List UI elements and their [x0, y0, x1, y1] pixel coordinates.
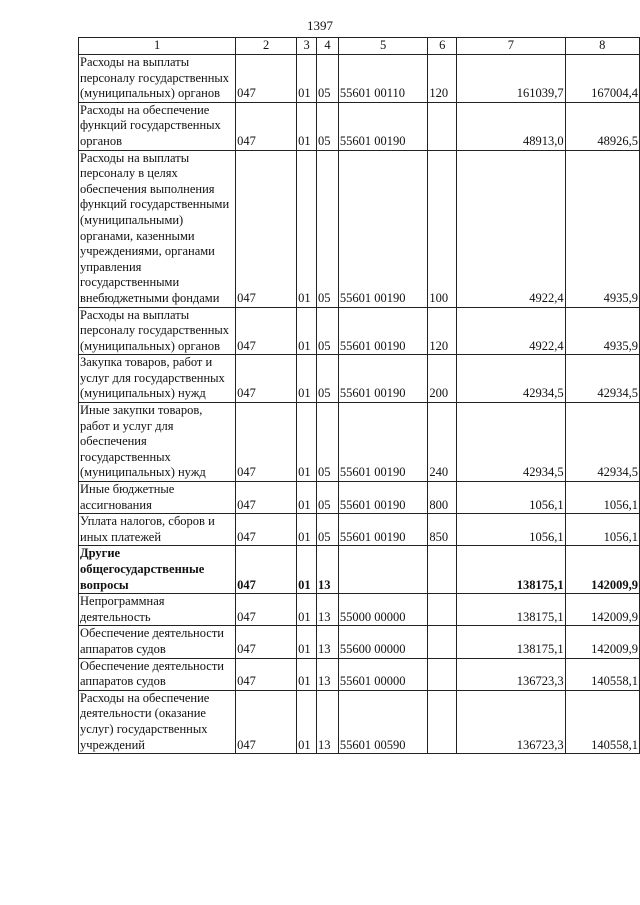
row-section: 01: [297, 594, 317, 626]
col-header-2: 2: [236, 38, 297, 55]
row-subsection: 05: [317, 150, 339, 307]
row-amount-1: 138175,1: [457, 626, 565, 658]
row-amount-1: 4922,4: [457, 307, 565, 355]
row-target-article: 55601 00190: [338, 482, 427, 514]
row-target-article: 55601 00190: [338, 355, 427, 403]
row-section: 01: [297, 690, 317, 753]
page-number: 1397: [307, 18, 333, 33]
row-amount-1: 48913,0: [457, 102, 565, 150]
table-row: [79, 403, 640, 482]
row-subsection: 13: [317, 594, 339, 626]
row-target-article: 55000 00000: [338, 594, 427, 626]
row-amount-1: 138175,1: [457, 594, 565, 626]
row-subsection: 05: [317, 403, 339, 482]
row-amount-2: 42934,5: [565, 403, 639, 482]
row-section: 01: [297, 626, 317, 658]
row-target-article: 55601 00590: [338, 690, 427, 753]
row-section: 01: [297, 307, 317, 355]
row-expense-type: [428, 626, 457, 658]
row-amount-2: 140558,1: [565, 658, 639, 690]
row-expense-type: 850: [428, 514, 457, 546]
row-target-article: 55600 00000: [338, 626, 427, 658]
table-row: [79, 482, 640, 514]
row-name: Расходы на обеспечение деятельности (оказание услуг) государственных учреждений: [79, 690, 236, 753]
table-row: [79, 150, 640, 307]
row-section: 01: [297, 403, 317, 482]
row-amount-1: 1056,1: [457, 482, 565, 514]
row-code: 047: [236, 546, 297, 594]
row-subsection: 05: [317, 514, 339, 546]
table-row: [79, 514, 640, 546]
col-header-8: 8: [565, 38, 639, 55]
row-name: Непрограммная деятельность: [79, 594, 236, 626]
header-row: [79, 38, 640, 55]
row-expense-type: 100: [428, 150, 457, 307]
row-code: 047: [236, 403, 297, 482]
row-name: Иные закупки товаров, работ и услуг для обеспечения государственных (муниципальных) нужд: [79, 403, 236, 482]
row-amount-1: 161039,7: [457, 55, 565, 103]
row-subsection: 13: [317, 546, 339, 594]
row-code: 047: [236, 658, 297, 690]
row-expense-type: 120: [428, 55, 457, 103]
budget-table: [78, 37, 640, 754]
row-name: Расходы на обеспечение функций государственных органов: [79, 102, 236, 150]
col-header-6: 6: [428, 38, 457, 55]
row-name: Расходы на выплаты персоналу в целях обеспечения выполнения функций государственными (муниципальными) органами, казенными учреждениями, органами управления государственными внебюджетными фондами: [79, 150, 236, 307]
row-code: 047: [236, 307, 297, 355]
row-subsection: 13: [317, 658, 339, 690]
row-section: 01: [297, 102, 317, 150]
row-code: 047: [236, 150, 297, 307]
row-expense-type: [428, 658, 457, 690]
table-row: [79, 55, 640, 103]
row-amount-1: 136723,3: [457, 690, 565, 753]
row-subsection: 05: [317, 55, 339, 103]
row-target-article: 55601 00110: [338, 55, 427, 103]
row-amount-2: 142009,9: [565, 546, 639, 594]
row-name: Расходы на выплаты персоналу государственных (муниципальных) органов: [79, 307, 236, 355]
row-code: 047: [236, 482, 297, 514]
row-name: Уплата налогов, сборов и иных платежей: [79, 514, 236, 546]
row-amount-2: 1056,1: [565, 514, 639, 546]
row-expense-type: 240: [428, 403, 457, 482]
row-subsection: 05: [317, 102, 339, 150]
row-target-article: 55601 00190: [338, 102, 427, 150]
row-code: 047: [236, 514, 297, 546]
row-expense-type: 120: [428, 307, 457, 355]
row-section: 01: [297, 355, 317, 403]
row-target-article: 55601 00000: [338, 658, 427, 690]
row-target-article: 55601 00190: [338, 150, 427, 307]
row-expense-type: [428, 546, 457, 594]
row-target-article: 55601 00190: [338, 403, 427, 482]
row-amount-1: 4922,4: [457, 150, 565, 307]
row-amount-2: 4935,9: [565, 150, 639, 307]
table-row: [79, 355, 640, 403]
row-amount-2: 167004,4: [565, 55, 639, 103]
col-header-7: 7: [457, 38, 565, 55]
row-section: 01: [297, 55, 317, 103]
row-expense-type: [428, 594, 457, 626]
row-section: 01: [297, 658, 317, 690]
row-name: Закупка товаров, работ и услуг для государственных (муниципальных) нужд: [79, 355, 236, 403]
row-amount-1: 42934,5: [457, 403, 565, 482]
row-name: Другие общегосударственные вопросы: [79, 546, 236, 594]
table-row: [79, 690, 640, 753]
row-name: Расходы на выплаты персоналу государственных (муниципальных) органов: [79, 55, 236, 103]
col-header-1: 1: [79, 38, 236, 55]
table-row: [79, 546, 640, 594]
row-target-article: [338, 546, 427, 594]
row-subsection: 05: [317, 482, 339, 514]
row-amount-1: 138175,1: [457, 546, 565, 594]
row-expense-type: 200: [428, 355, 457, 403]
row-code: 047: [236, 594, 297, 626]
row-name: Обеспечение деятельности аппаратов судов: [79, 626, 236, 658]
row-subsection: 05: [317, 307, 339, 355]
row-amount-2: 1056,1: [565, 482, 639, 514]
row-subsection: 05: [317, 355, 339, 403]
row-amount-2: 142009,9: [565, 626, 639, 658]
row-target-article: 55601 00190: [338, 307, 427, 355]
col-header-4: 4: [317, 38, 339, 55]
row-amount-1: 42934,5: [457, 355, 565, 403]
col-header-3: 3: [297, 38, 317, 55]
col-header-5: 5: [338, 38, 427, 55]
row-amount-2: 140558,1: [565, 690, 639, 753]
table-row: [79, 594, 640, 626]
row-section: 01: [297, 150, 317, 307]
row-section: 01: [297, 482, 317, 514]
row-code: 047: [236, 690, 297, 753]
row-amount-1: 136723,3: [457, 658, 565, 690]
row-subsection: 13: [317, 626, 339, 658]
row-amount-2: 48926,5: [565, 102, 639, 150]
row-code: 047: [236, 55, 297, 103]
row-code: 047: [236, 355, 297, 403]
row-expense-type: [428, 102, 457, 150]
row-name: Иные бюджетные ассигнования: [79, 482, 236, 514]
table-row: [79, 102, 640, 150]
table-row: [79, 658, 640, 690]
row-code: 047: [236, 626, 297, 658]
row-target-article: 55601 00190: [338, 514, 427, 546]
table-row: [79, 626, 640, 658]
row-expense-type: 800: [428, 482, 457, 514]
table-row: [79, 307, 640, 355]
row-subsection: 13: [317, 690, 339, 753]
row-amount-2: 142009,9: [565, 594, 639, 626]
row-expense-type: [428, 690, 457, 753]
row-amount-2: 4935,9: [565, 307, 639, 355]
row-code: 047: [236, 102, 297, 150]
row-section: 01: [297, 546, 317, 594]
row-section: 01: [297, 514, 317, 546]
row-amount-1: 1056,1: [457, 514, 565, 546]
row-amount-2: 42934,5: [565, 355, 639, 403]
row-name: Обеспечение деятельности аппаратов судов: [79, 658, 236, 690]
